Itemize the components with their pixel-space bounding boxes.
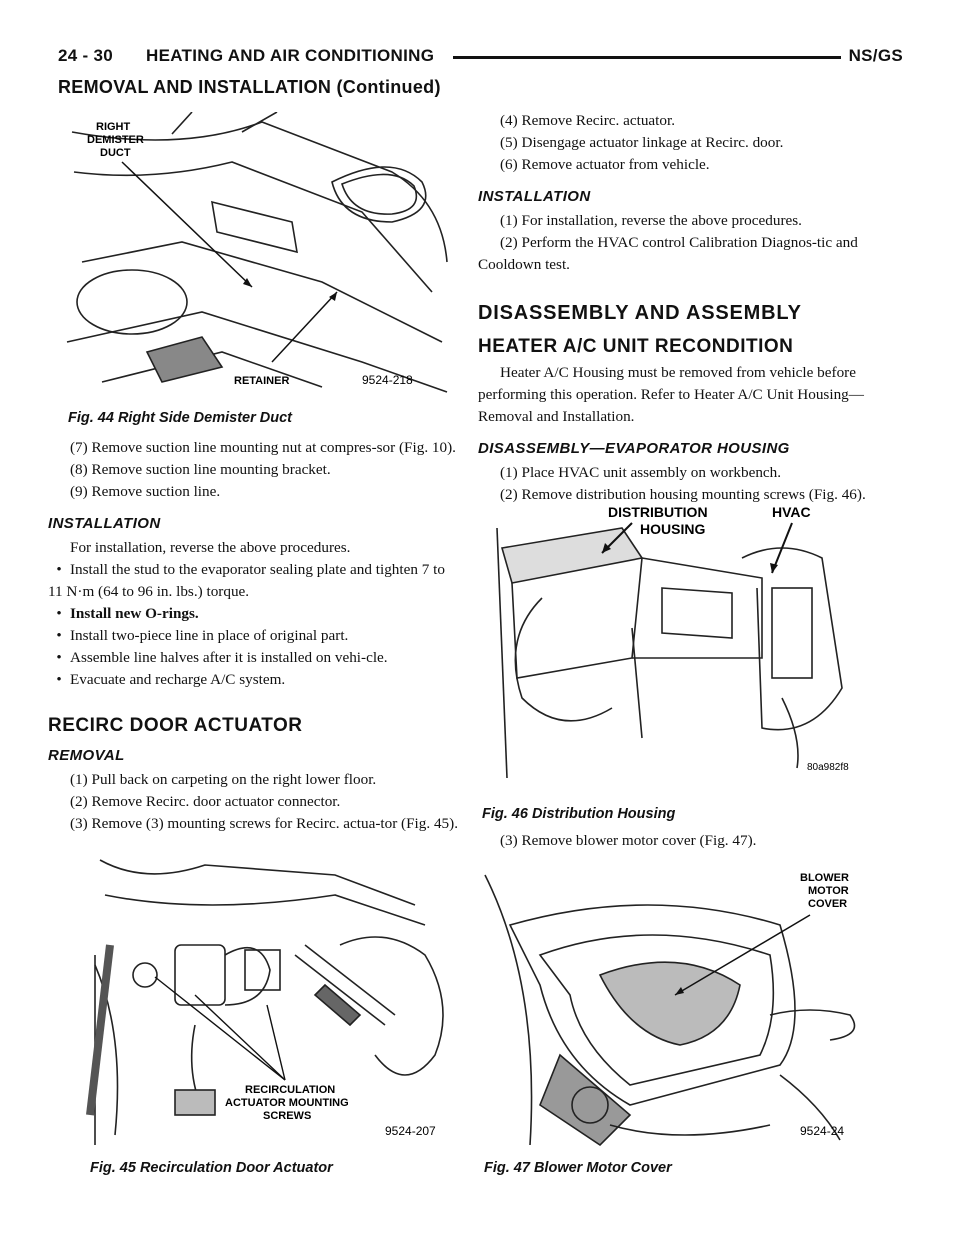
model-code: NS/GS	[848, 46, 903, 65]
disasm-step-2: (2) Remove distribution housing mounting screws (Fig. 46).	[500, 486, 866, 503]
figure-45-caption: Fig. 45 Recirculation Door Actuator	[90, 1160, 333, 1176]
bullet-3: • Install two-piece line in place of original part.	[56, 627, 349, 644]
fig47-code: 9524-24	[800, 1124, 845, 1138]
left-column	[48, 437, 463, 835]
fig45-label-2: ACTUATOR MOUNTING	[225, 1097, 349, 1109]
fig45-label-3: SCREWS	[263, 1110, 312, 1122]
removal-step-4: (4) Remove Recirc. actuator.	[500, 112, 676, 129]
evaporator-heading: DISASSEMBLY—EVAPORATOR HOUSING	[478, 440, 790, 457]
figure-45-illustration	[85, 855, 465, 1145]
fig44-label-right: RIGHT	[96, 121, 131, 133]
removal-heading: REMOVAL	[48, 747, 125, 764]
disassembly-heading: DISASSEMBLY AND ASSEMBLY	[478, 302, 802, 324]
fig46-code: 80a982f8	[807, 762, 849, 773]
installation-heading: INSTALLATION	[48, 515, 161, 532]
fig47-label-blower: BLOWER	[800, 872, 849, 884]
removal-step-2: (2) Remove Recirc. door actuator connector.	[70, 793, 341, 810]
fig47-label-cover: COVER	[808, 898, 848, 910]
step-8: (8) Remove suction line mounting bracket.	[70, 461, 331, 478]
step-9: (9) Remove suction line.	[70, 483, 221, 500]
step-7: (7) Remove suction line mounting nut at compres-sor (Fig. 10).	[70, 439, 456, 456]
fig46-label-housing: HOUSING	[640, 521, 706, 537]
figure-47-caption: Fig. 47 Blower Motor Cover	[484, 1160, 672, 1176]
right-column-cont	[478, 830, 903, 852]
figure-44-illustration	[62, 112, 452, 402]
disasm-step-3: (3) Remove blower motor cover (Fig. 47).	[500, 832, 757, 849]
fig44-label-duct: DUCT	[100, 147, 131, 159]
page-header	[58, 46, 903, 76]
page-number: 24 - 30	[58, 46, 114, 65]
disasm-step-1: (1) Place HVAC unit assembly on workbench.	[500, 464, 782, 481]
continued-heading: REMOVAL AND INSTALLATION (Continued)	[58, 77, 441, 97]
heater-heading: HEATER A/C UNIT RECONDITION	[478, 336, 794, 357]
fig45-code: 9524-207	[385, 1124, 436, 1138]
removal-step-6: (6) Remove actuator from vehicle.	[500, 156, 710, 173]
fig44-code: 9524-218	[362, 373, 413, 387]
install-step-2: (2) Perform the HVAC control Calibration Diagnos-tic and Cooldown test.	[478, 234, 858, 273]
install-intro: For installation, reverse the above procedures.	[70, 539, 351, 556]
figure-47-illustration	[480, 865, 875, 1147]
figure-46-caption: Fig. 46 Distribution Housing	[482, 806, 676, 822]
section-title: HEATING AND AIR CONDITIONING	[146, 46, 435, 65]
fig44-label-demister: DEMISTER	[87, 134, 144, 146]
removal-step-3: (3) Remove (3) mounting screws for Recirc. actua-tor (Fig. 45).	[70, 815, 459, 832]
fig46-label-distribution: DISTRIBUTION	[608, 504, 708, 520]
figure-44-caption: Fig. 44 Right Side Demister Duct	[68, 410, 292, 426]
bullet-5: • Evacuate and recharge A/C system.	[56, 671, 286, 688]
fig44-label-retainer: RETAINER	[234, 375, 290, 387]
bullet-4: • Assemble line halves after it is installed on vehi-cle.	[56, 649, 388, 666]
fig46-label-hvac: HVAC	[772, 504, 811, 520]
right-column	[478, 110, 903, 506]
heater-paragraph: Heater A/C Housing must be removed from vehicle before performing this operation. Refer to Heater A/C Unit Housing—Removal and Installation.	[478, 364, 864, 425]
bullet-2: • Install new O-rings.	[56, 605, 199, 622]
fig45-label-1: RECIRCULATION	[245, 1084, 336, 1096]
install-step-1: (1) For installation, reverse the above procedures.	[500, 212, 802, 229]
figure-46-illustration	[482, 498, 862, 786]
recirc-heading: RECIRC DOOR ACTUATOR	[48, 715, 303, 736]
removal-step-5: (5) Disengage actuator linkage at Recirc. door.	[500, 134, 784, 151]
removal-step-1: (1) Pull back on carpeting on the right lower floor.	[70, 771, 377, 788]
bullet-1: • Install the stud to the evaporator sealing plate and tighten 7 to 11 N·m (64 to 96 in. lbs.) torque.	[48, 561, 445, 600]
header-rule	[453, 56, 841, 59]
fig47-label-motor: MOTOR	[808, 885, 849, 897]
installation-heading-2: INSTALLATION	[478, 188, 591, 205]
